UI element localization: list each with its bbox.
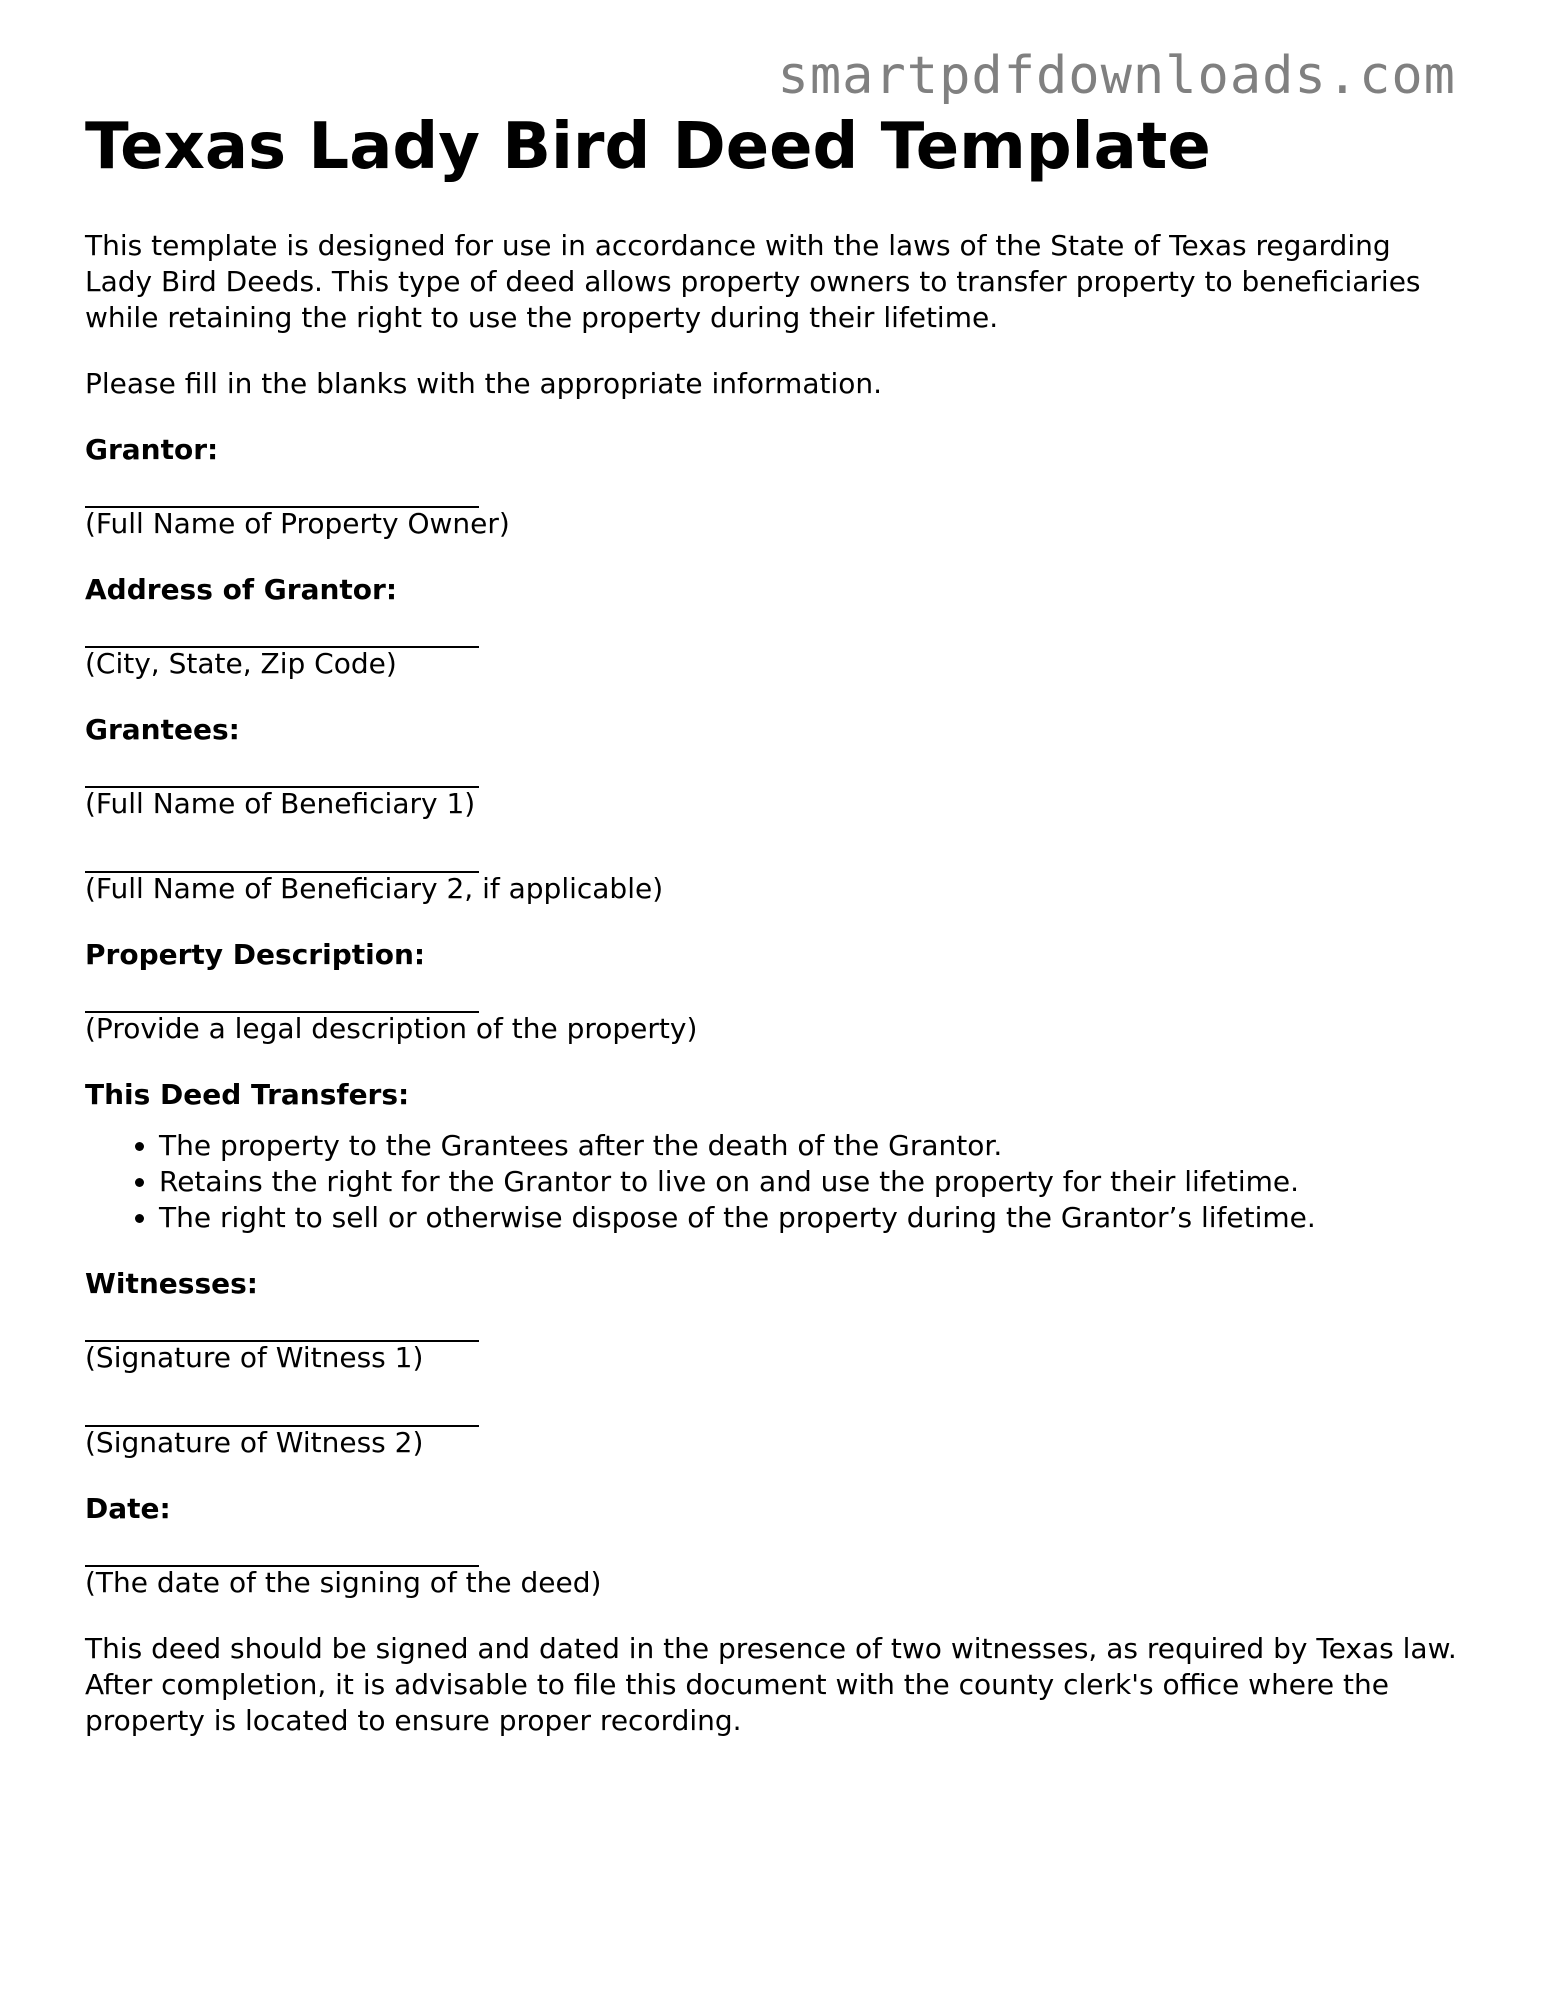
date-label: Date:	[85, 1492, 171, 1525]
document-body	[85, 108, 1465, 1769]
grantor-address-field	[85, 627, 1465, 682]
witnesses-label: Witnesses:	[85, 1267, 258, 1300]
grantee-2-hint: (Full Name of Beneficiary 2, if applicable)	[85, 872, 664, 905]
witness-1-hint: (Signature of Witness 1)	[85, 1341, 424, 1374]
grantee-1-field	[85, 767, 1465, 822]
grantor-address-hint: (City, State, Zip Code)	[85, 647, 397, 680]
grantor-label: Grantor:	[85, 433, 219, 466]
grantee-1-hint: (Full Name of Beneficiary 1)	[85, 787, 476, 820]
witness-1-signature-blank[interactable]	[85, 1321, 479, 1342]
date-field	[85, 1546, 1465, 1601]
witness-2-signature-blank[interactable]	[85, 1406, 479, 1427]
property-description-hint: (Provide a legal description of the property)	[85, 1012, 698, 1045]
grantor-name-hint: (Full Name of Property Owner)	[85, 507, 510, 540]
property-description-field	[85, 992, 1465, 1047]
deed-transfers-list	[85, 1128, 1465, 1236]
grantee-1-blank[interactable]	[85, 767, 479, 788]
grantee-2-blank[interactable]	[85, 852, 479, 873]
witness-1-field	[85, 1321, 1465, 1376]
grantor-address-blank[interactable]	[85, 627, 479, 648]
list-item: • Retains the right for the Grantor to live on and use the property for their lifetime.	[159, 1164, 1465, 1200]
date-hint: (The date of the signing of the deed)	[85, 1566, 602, 1599]
grantees-label: Grantees:	[85, 713, 240, 746]
property-description-blank[interactable]	[85, 992, 479, 1013]
grantor-name-blank[interactable]	[85, 487, 479, 508]
list-item: • The right to sell or otherwise dispose of the property during the Grantor’s lifetime.	[159, 1200, 1465, 1236]
intro-paragraph: This template is designed for use in accordance with the laws of the State of Texas regarding Lady Bird Deeds. This type of deed allows property owners to transfer property to beneficiaries while retaining the right to use the property during their lifetime.	[85, 229, 1421, 334]
list-item: • The property to the Grantees after the death of the Grantor.	[159, 1128, 1465, 1164]
grantee-2-field	[85, 852, 1465, 907]
document-title: Texas Lady Bird Deed Template	[85, 110, 1211, 184]
watermark: smartpdfdownloads.com	[777, 46, 1456, 106]
deed-transfers-label: This Deed Transfers:	[85, 1078, 410, 1111]
grantor-field	[85, 487, 1465, 542]
witness-2-hint: (Signature of Witness 2)	[85, 1426, 424, 1459]
witness-2-field	[85, 1406, 1465, 1461]
property-description-label: Property Description:	[85, 938, 426, 971]
date-blank[interactable]	[85, 1546, 479, 1567]
closing-paragraph: This deed should be signed and dated in the presence of two witnesses, as required by Texas law. After completion, it is advisable to file this document with the county clerk's office where the property is located to ensure proper recording.	[85, 1632, 1457, 1737]
grantor-address-label: Address of Grantor:	[85, 573, 398, 606]
instruction-paragraph: Please fill in the blanks with the appropriate information.	[85, 367, 883, 400]
